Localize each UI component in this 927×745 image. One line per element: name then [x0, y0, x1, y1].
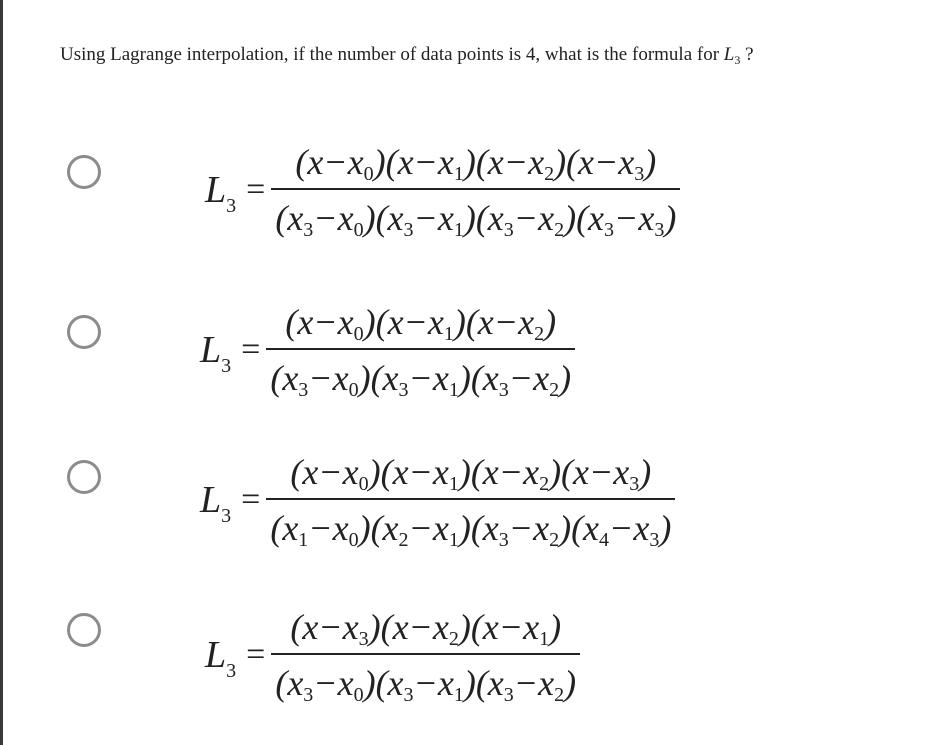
formula-option-3	[200, 450, 675, 550]
subscript: 1	[453, 163, 464, 185]
formula-option-4	[205, 605, 580, 705]
equals-sign: =	[246, 636, 266, 673]
subscript: 2	[549, 529, 560, 551]
subscript: 3	[303, 219, 314, 241]
subscript: 3	[303, 684, 314, 706]
denominator: $(x_3-x_0)(x_3-x_1)(x_3-x_2)(x_3-x_3)$	[275, 198, 677, 241]
numerator: $(x-x_3)(x-x_2)(x-x_1)$	[290, 607, 562, 650]
subscript: 3	[503, 684, 514, 706]
answer-option-2	[0, 300, 927, 410]
subscript: 0	[358, 473, 369, 495]
subscript: 2	[448, 628, 459, 650]
subscript: 2	[554, 219, 565, 241]
denominator: $(x_3-x_0)(x_3-x_1)(x_3-x_2)$	[270, 358, 572, 401]
subscript: 3	[498, 379, 509, 401]
equals-sign: =	[241, 331, 261, 368]
equals-sign: =	[241, 481, 261, 518]
subscript: 1	[448, 473, 459, 495]
formula-lhs: $L_3$	[200, 479, 232, 527]
question-text	[60, 44, 754, 66]
subscript: 1	[298, 529, 309, 551]
subscript: 2	[554, 684, 565, 706]
answer-option-1	[0, 140, 927, 250]
denominator: $(x_3-x_0)(x_3-x_1)(x_3-x_2)$	[275, 663, 577, 706]
subscript: 2	[549, 379, 560, 401]
fraction	[266, 450, 675, 550]
radio-button-option-4[interactable]	[67, 613, 101, 647]
denominator: $(x_1-x_0)(x_2-x_1)(x_3-x_2)(x_4-x_3)$	[270, 508, 672, 551]
formula-lhs: $L_3$	[205, 169, 237, 217]
subscript: 3	[298, 379, 309, 401]
subscript: 3	[654, 219, 665, 241]
subscript: 3	[649, 529, 660, 551]
subscript: 3	[403, 684, 414, 706]
numerator: $(x-x_0)(x-x_1)(x-x_2)(x-x_3)$	[295, 142, 657, 185]
subscript: 2	[534, 323, 545, 345]
subscript: 2	[398, 529, 409, 551]
subscript: 0	[353, 684, 364, 706]
radio-button-option-2[interactable]	[67, 315, 101, 349]
question-end: ?	[740, 44, 754, 65]
subscript: 1	[448, 529, 459, 551]
fraction-bar	[266, 348, 575, 350]
subscript: 3	[503, 219, 514, 241]
subscript: 4	[599, 529, 610, 551]
subscript: 3	[398, 379, 409, 401]
subscript: 0	[353, 219, 364, 241]
fraction-bar	[271, 653, 580, 655]
radio-button-option-3[interactable]	[67, 460, 101, 494]
formula-lhs: $L_3$	[200, 329, 232, 377]
fraction-bar	[266, 498, 675, 500]
answer-option-3	[0, 450, 927, 560]
formula-option-2	[200, 300, 575, 400]
numerator: $(x-x_0)(x-x_1)(x-x_2)$	[285, 302, 557, 345]
formula-lhs: $L_3$	[205, 634, 237, 682]
subscript: 1	[453, 684, 464, 706]
radio-button-option-1[interactable]	[67, 155, 101, 189]
formula-option-1	[205, 140, 680, 240]
equals-sign: =	[246, 171, 266, 208]
subscript: 1	[539, 628, 550, 650]
fraction	[271, 605, 580, 705]
numerator: $(x-x_0)(x-x_1)(x-x_2)(x-x_3)$	[290, 452, 652, 495]
subscript: 1	[453, 219, 464, 241]
subscript: 3	[403, 219, 414, 241]
subscript: 0	[363, 163, 374, 185]
subscript: 2	[544, 163, 555, 185]
subscript: 3	[604, 219, 615, 241]
subscript: 1	[448, 379, 459, 401]
subscript: 3	[629, 473, 640, 495]
fraction	[271, 140, 680, 240]
question-variable: $L_3$	[723, 44, 741, 67]
answer-option-4	[0, 605, 927, 715]
subscript: 1	[443, 323, 454, 345]
subscript: 3	[634, 163, 645, 185]
question-prompt: Using Lagrange interpolation, if the number of data points is 4, what is the formula for	[60, 44, 724, 65]
fraction	[266, 300, 575, 400]
subscript: 3	[358, 628, 369, 650]
subscript: 0	[348, 529, 359, 551]
subscript: 0	[353, 323, 364, 345]
subscript: 3	[498, 529, 509, 551]
subscript: 2	[539, 473, 550, 495]
subscript: 0	[348, 379, 359, 401]
fraction-bar	[271, 188, 680, 190]
